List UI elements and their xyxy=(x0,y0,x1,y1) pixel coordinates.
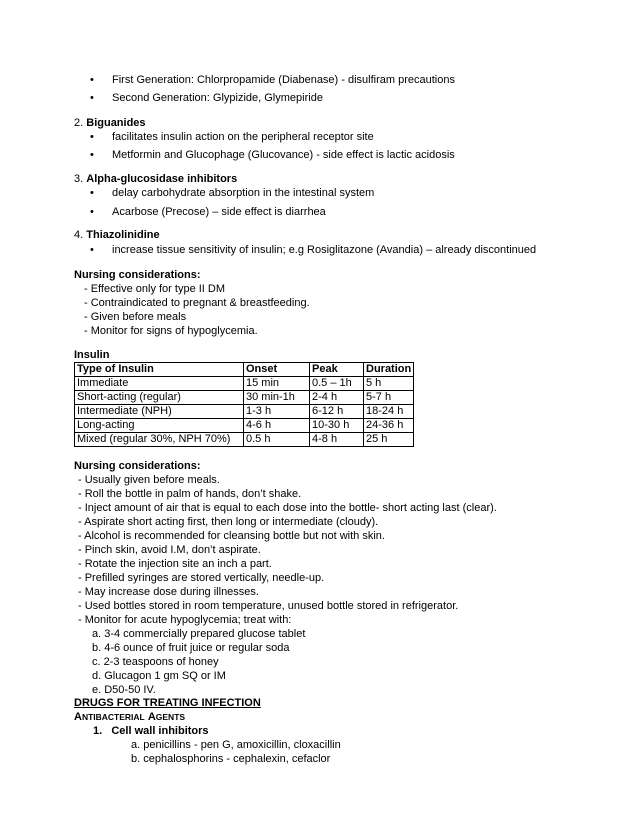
section-heading-biguanides: 2. Biguanides xyxy=(74,117,146,129)
table-header: Duration xyxy=(364,363,414,377)
list-item: - May increase dose during illnesses. xyxy=(78,586,259,598)
sub-list-item: b. 4-6 ounce of fruit juice or regular soda xyxy=(92,642,290,654)
table-cell: 4-8 h xyxy=(310,433,364,447)
list-item: - Effective only for type II DM xyxy=(84,283,226,295)
list-item: - Monitor for acute hypoglycemia; treat with: xyxy=(78,614,292,626)
list-item: - Pinch skin, avoid I.M, don’t aspirate. xyxy=(78,544,261,556)
table-cell: 15 min xyxy=(244,377,310,391)
section-heading-thiazo: 4. Thiazolinidine xyxy=(74,229,160,241)
table-cell: 2-4 h xyxy=(310,391,364,405)
table-header: Peak xyxy=(310,363,364,377)
table-cell: 30 min-1h xyxy=(244,391,310,405)
table-cell: 5-7 h xyxy=(364,391,414,405)
table-cell: 5 h xyxy=(364,377,414,391)
table-cell: Long-acting xyxy=(75,419,244,433)
nursing-considerations-title: Nursing considerations: xyxy=(74,460,201,472)
table-row xyxy=(75,419,414,433)
insulin-title: Insulin xyxy=(74,349,110,361)
table-cell: Immediate xyxy=(75,377,244,391)
table-header: Type of Insulin xyxy=(75,363,244,377)
list-item: - Rotate the injection site an inch a part. xyxy=(78,558,272,570)
list-item: - Usually given before meals. xyxy=(78,474,220,486)
table-header-row xyxy=(75,363,414,377)
small-caps-heading: ANTIBACTERIAL AGENTS xyxy=(74,711,186,723)
table-header: Onset xyxy=(244,363,310,377)
list-item: - Contraindicated to pregnant & breastfeeding. xyxy=(84,297,310,309)
list-item: - Aspirate short acting first, then long or intermediate (cloudy). xyxy=(78,516,379,528)
list-item: - Used bottles stored in room temperature, unused bottle stored in refrigerator. xyxy=(78,600,459,612)
table-cell: 6-12 h xyxy=(310,405,364,419)
sub-list-item: a. 3-4 commercially prepared glucose tablet xyxy=(92,628,306,640)
table-cell: 18-24 h xyxy=(364,405,414,419)
table-cell: 0.5 – 1h xyxy=(310,377,364,391)
table-cell: Mixed (regular 30%, NPH 70%) xyxy=(75,433,244,447)
table-cell: Short-acting (regular) xyxy=(75,391,244,405)
list-item: - Given before meals xyxy=(84,311,187,323)
sub-list-item: d. Glucagon 1 gm SQ or IM xyxy=(92,670,226,682)
table-row xyxy=(75,391,414,405)
subheading-antibacterial xyxy=(74,710,185,725)
table-cell: 4-6 h xyxy=(244,419,310,433)
table-cell: 25 h xyxy=(364,433,414,447)
table-cell: 24-36 h xyxy=(364,419,414,433)
insulin-table xyxy=(74,362,414,447)
sub-list-item: b. cephalosphorins - cephalexin, cefaclor xyxy=(131,753,331,765)
list-item: - Alcohol is recommended for cleansing bottle but not with skin. xyxy=(78,530,385,542)
section-heading-infection: DRUGS FOR TREATING INFECTION xyxy=(74,697,261,709)
list-item: 1. Cell wall inhibitors xyxy=(93,725,209,737)
table-row xyxy=(75,405,414,419)
sub-list-item: e. D50-50 IV. xyxy=(92,684,156,696)
table-cell: 10-30 h xyxy=(310,419,364,433)
list-item: - Monitor for signs of hypoglycemia. xyxy=(84,325,258,337)
table-row xyxy=(75,377,414,391)
table-cell: 1-3 h xyxy=(244,405,310,419)
table-cell: 0.5 h xyxy=(244,433,310,447)
list-item: - Prefilled syringes are stored vertically, needle-up. xyxy=(78,572,325,584)
document-page: First Generation: Chlorpropamide (Diabenase) - disulfiram precautions Second Generation: Glypizide, Glymepiride 2. Biguanides facilitates insulin action on the peripheral receptor site Metformin and Glucophage (Glucovance) - side effect is lactic acidosis 3. Alpha-glucosidase inhibitors delay carbohydrate absorption in the intestinal system Acarbose (Precose) – side effect is diarrhea 4. Thiazolinidine increase tissue sensitivity of insulin; e.g Rosiglitazone (Avandia) – already discontinued Nursing considerations: - Effective only for type II DM - Contraindicated to pregnant & breastfeeding. - Given before meals - Monitor for signs of hypoglycemia. Insulin Type of Insulin Onset Peak Duration Immediate 15 min 0.5 – 1h 5 h Short-acting (regular) 30 min-1h 2-4 h 5-7 h Intermediate (NPH) 1-3 h 6-12 h 18-24 h Long-acting 4-6 h 10-30 h 24-36 h Mixed (regular 30%, NPH 70%) 0.5 h 4-8 h 25 h Nursing considerations: - Usually given before meals. - Roll the bottle in palm of hands, don’t shake. - Inject amount of air that is equal to each dose into the bottle- short acting last (clear). - Aspirate short acting first, then long or intermediate (cloudy). - Alcohol is recommended for cleansing bottle but not with skin. - Pinch skin, avoid I.M, don’t aspirate. - Rotate the injection site an inch a part. - Prefilled syringes are stored vertically, needle-up. - May increase dose during illnesses. - Used bottles stored in room temperature, unused bottle stored in refrigerator. - Monitor for acute hypoglycemia; treat with: a. 3-4 commercially prepared glucose tablet b. 4-6 ounce of fruit juice or regular soda c. 2-3 teaspoons of honey d. Glucagon 1 gm SQ or IM e. D50-50 IV. DRUGS FOR TREATING INFECTION ANTIBACTERIAL AGENTS 1. Cell wall inhibitors a. penicillins - pen G, amoxicillin, cloxacillin b. cephalosphorins - cephalexin, cefaclor xyxy=(74,74,537,765)
sub-list-item: c. 2-3 teaspoons of honey xyxy=(92,656,219,668)
list-item: - Inject amount of air that is equal to each dose into the bottle- short acting last (clear). xyxy=(78,502,497,514)
sub-list-item: a. penicillins - pen G, amoxicillin, cloxacillin xyxy=(131,739,341,751)
table-cell: Intermediate (NPH) xyxy=(75,405,244,419)
table-row xyxy=(75,433,414,447)
list-item: - Roll the bottle in palm of hands, don’t shake. xyxy=(78,488,302,500)
section-heading-alpha: 3. Alpha-glucosidase inhibitors xyxy=(74,173,238,185)
nursing-considerations-title: Nursing considerations: xyxy=(74,269,201,281)
